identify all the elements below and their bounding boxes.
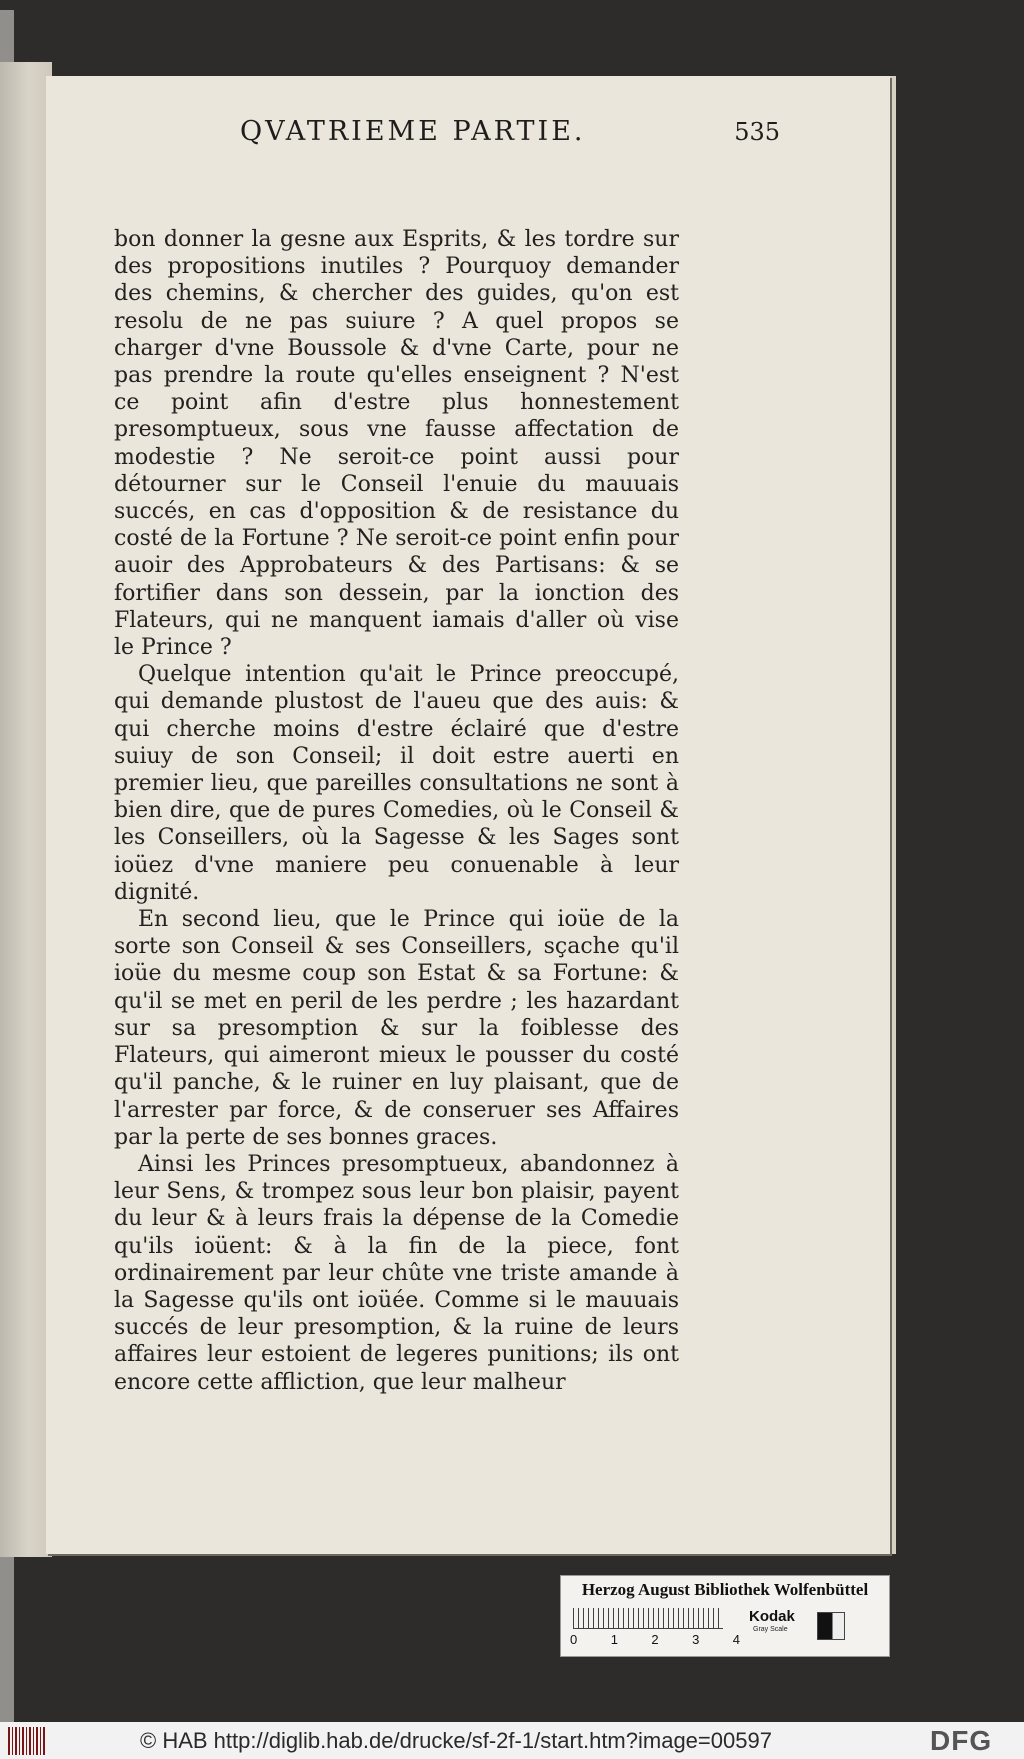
library-name: Herzog August Bibliothek Wolfenbüttel: [581, 1580, 869, 1599]
ruler-number: 2: [651, 1632, 659, 1647]
page-header: [240, 116, 780, 147]
paragraph-4: Ainsi les Princes presomptueux, abandonnez à leur Sens, & trompez sous leur bon plaisir, payent du leur & à leurs frais la dépense de la Comedie qu'ils ioüent: & à la fin de la piece, font ordinairement par leur chûte vne triste amande à la Sagesse qu'ils ont ioüée. Comme si le mauuais succés de leur presomption, & la ruine de leurs affaires leur estoient de legeres punitions; ils ont encore cette affliction, que leur malheur: [114, 1151, 679, 1395]
page-number: 535: [734, 118, 780, 146]
ruler-number: 1: [610, 1632, 618, 1647]
ruler-numbers: [570, 1632, 740, 1647]
ruler-number: 4: [732, 1632, 740, 1647]
facing-page-edge: [0, 62, 52, 1557]
paragraph-3: En second lieu, que le Prince qui ioüe de la sorte son Conseil & ses Conseillers, sçache qu'il ioüe du mesme coup son Estat & sa Fortune: & qu'il se met en peril de les perdre ; les hazardant sur sa presomption & sur la foiblesse des Flateurs, qui aimeront mieux le pousser du costé qu'il panche, & le ruiner en luy plaisant, que de l'arrester par force, & de conseruer ses Affaires par la perte de ses bonnes graces.: [114, 907, 679, 1150]
page-body: [114, 226, 679, 1396]
barcode-icon: [8, 1727, 46, 1755]
kodak-label: Kodak: [749, 1608, 795, 1625]
gray-scale-swatch: [817, 1612, 845, 1640]
paragraph-1: bon donner la gesne aux Esprits, & les tordre sur des propositions inutiles ? Pourquoy demander des chemins, & chercher des guides, qu'on est resolu de ne pas suiure ? A quel propos se charger d'vne Boussole & d'vne Carte, pour ne pas prendre la route qu'elles enseignent ? N'est ce point afin d'estre plus honnestement presomptueux, sous vne fausse affectation de modestie ? Ne seroit-ce point aussi pour détourner sur le Conseil l'enuie du mauuais succés, en cas d'opposition & de resistance du costé de la Fortune ? Ne seroit-ce point enfin pour auoir des Approbateurs & des Partisans: & se fortifier dans son dessein, par la ionction des Flateurs, qui ne manquent iamais d'aller où vise le Prince ?: [114, 227, 679, 661]
running-title: QVATRIEME PARTIE.: [240, 116, 586, 147]
footer-bar: [0, 1722, 1024, 1759]
color-calibration-card: [560, 1575, 890, 1657]
measurement-ruler: [573, 1608, 723, 1629]
copyright-link[interactable]: © HAB http://diglib.hab.de/drucke/sf-2f-1/start.htm?image=00597: [140, 1728, 772, 1753]
ruler-number: 0: [570, 1632, 578, 1647]
dfg-logo: DFG: [930, 1725, 993, 1756]
ruler-number: 3: [692, 1632, 700, 1647]
paragraph-2: Quelque intention qu'ait le Prince preoccupé, qui demande plustost de l'aueu que des auis: & qui cherche moins d'estre éclairé que d'estre suiuy de son Conseil; il doit estre auerti en premier lieu, que pareilles consultations ne sont à bien dire, que de pures Comedies, où le Conseil & les Conseillers, où la Sagesse & les Sages sont ioüez d'vne maniere peu conuenable à leur dignité.: [114, 662, 679, 905]
gray-scale-label: Gray Scale: [753, 1626, 788, 1633]
